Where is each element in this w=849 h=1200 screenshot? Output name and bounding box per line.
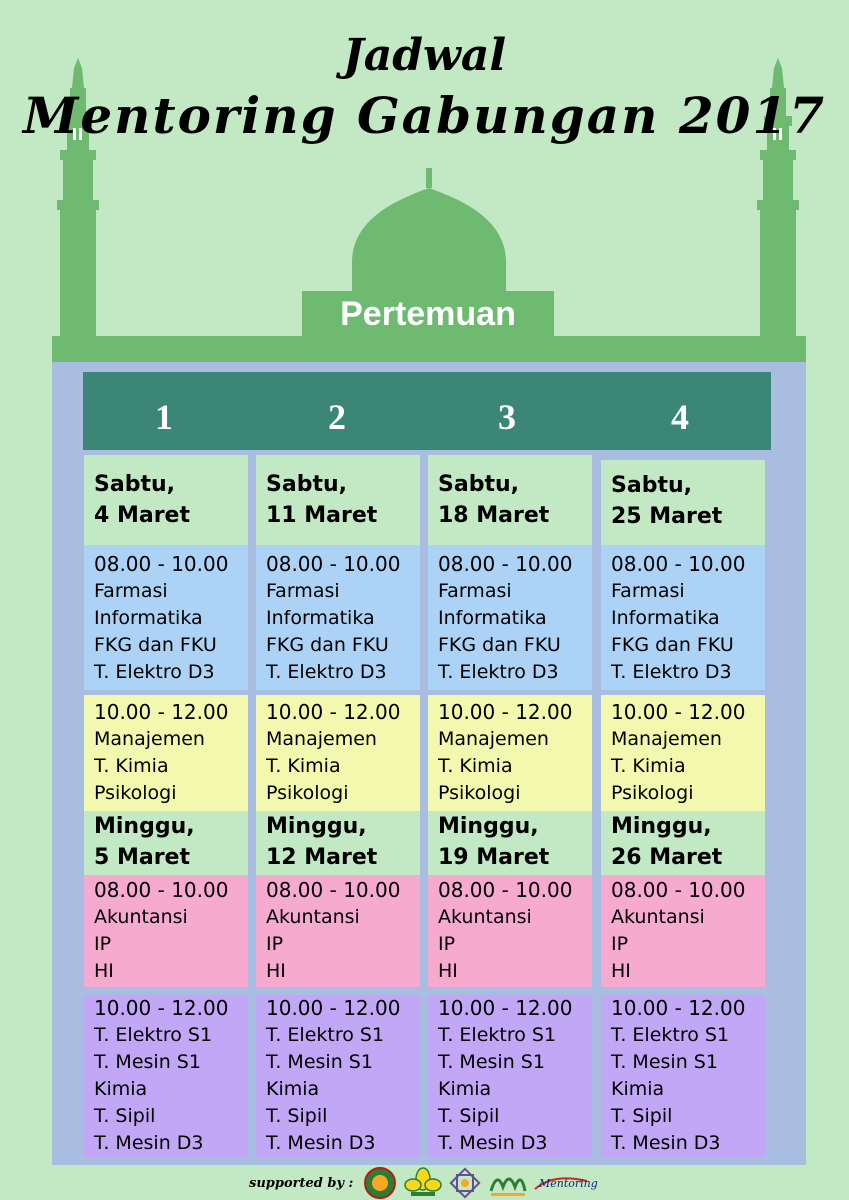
group-name: IP — [94, 933, 112, 955]
sunday-slot-1 — [428, 875, 592, 987]
slot-time: 10.00 - 12.00 — [611, 996, 746, 1020]
date: 18 Maret — [438, 503, 550, 528]
group-name: T. Kimia — [611, 755, 686, 777]
group-name: Psikologi — [266, 782, 349, 804]
slot-time: 08.00 - 10.00 — [611, 552, 746, 576]
group-name: T. Sipil — [94, 1105, 156, 1127]
footer — [249, 1166, 599, 1200]
section-label: Pertemuan — [340, 295, 516, 333]
group-name: Akuntansi — [94, 906, 188, 928]
title-line-2: Mentoring Gabungan 2017 — [22, 86, 827, 145]
date: 12 Maret — [266, 845, 378, 870]
saturday-slot-2 — [256, 695, 420, 811]
slot-time: 08.00 - 10.00 — [611, 878, 746, 902]
group-name: T. Elektro D3 — [94, 661, 215, 683]
slot-time: 10.00 - 12.00 — [266, 996, 401, 1020]
date: 25 Maret — [611, 504, 723, 529]
group-name: T. Kimia — [438, 755, 513, 777]
meeting-number-bar — [83, 372, 771, 450]
meeting-number: 3 — [498, 397, 516, 437]
title-line-1: Jadwal — [342, 30, 507, 81]
lotus-logo — [403, 1167, 443, 1199]
group-name: T. Elektro D3 — [611, 661, 732, 683]
group-name: T. Mesin S1 — [438, 1051, 545, 1073]
group-name: Kimia — [611, 1078, 665, 1100]
group-name: FKG dan FKU — [266, 634, 389, 656]
group-name: T. Sipil — [438, 1105, 500, 1127]
saturday-slot-2 — [428, 695, 592, 811]
saturday-slot-2 — [601, 695, 765, 811]
meeting-number: 4 — [671, 397, 689, 437]
date: 19 Maret — [438, 845, 550, 870]
group-name: Akuntansi — [611, 906, 705, 928]
date: 4 Maret — [94, 503, 190, 528]
supported-by-label: supported by : — [249, 1175, 354, 1191]
meeting-number: 1 — [155, 397, 173, 437]
slot-time: 08.00 - 10.00 — [266, 878, 401, 902]
group-name: HI — [94, 960, 114, 982]
sunday-slot-1 — [256, 875, 420, 987]
meeting-number: 2 — [328, 397, 346, 437]
group-name: T. Elektro D3 — [438, 661, 559, 683]
day-name: Minggu, — [438, 814, 539, 839]
day-name: Minggu, — [266, 814, 367, 839]
slot-time: 10.00 - 12.00 — [94, 996, 229, 1020]
divisi-mentoring-logo — [533, 1167, 599, 1199]
group-name: T. Mesin D3 — [94, 1132, 204, 1154]
slot-time: 08.00 - 10.00 — [438, 878, 573, 902]
slot-time: 10.00 - 12.00 — [94, 700, 229, 724]
group-name: T. Mesin S1 — [266, 1051, 373, 1073]
sunday-slot-2 — [428, 995, 592, 1157]
group-name: Psikologi — [611, 782, 694, 804]
group-name: IP — [266, 933, 284, 955]
saturday-date — [428, 455, 592, 545]
group-name: FKG dan FKU — [438, 634, 561, 656]
group-name: HI — [266, 960, 286, 982]
saturday-slot-1 — [428, 545, 592, 690]
slot-time: 08.00 - 10.00 — [438, 552, 573, 576]
sunday-date — [601, 811, 765, 875]
group-name: Akuntansi — [266, 906, 360, 928]
group-name: Farmasi — [611, 580, 685, 602]
saturday-slot-1 — [601, 545, 765, 690]
slot-time: 10.00 - 12.00 — [438, 996, 573, 1020]
group-name: Informatika — [611, 607, 720, 629]
date: 5 Maret — [94, 845, 190, 870]
slot-time: 08.00 - 10.00 — [94, 552, 229, 576]
sunday-slot-2 — [256, 995, 420, 1157]
group-name: Manajemen — [438, 728, 549, 750]
slot-time: 10.00 - 12.00 — [611, 700, 746, 724]
sunday-slot-2 — [601, 995, 765, 1157]
group-name: T. Kimia — [266, 755, 341, 777]
calligraphy-logo — [487, 1167, 527, 1199]
day-name: Minggu, — [94, 814, 195, 839]
group-name: IP — [611, 933, 629, 955]
group-name: T. Mesin D3 — [611, 1132, 721, 1154]
group-name: T. Elektro D3 — [266, 661, 387, 683]
group-name: T. Mesin S1 — [94, 1051, 201, 1073]
group-name: HI — [438, 960, 458, 982]
day-name: Sabtu, — [94, 472, 175, 497]
university-seal-logo — [363, 1167, 397, 1199]
saturday-date — [601, 460, 765, 545]
group-name: Farmasi — [266, 580, 340, 602]
day-name: Sabtu, — [611, 473, 692, 498]
group-name: T. Mesin S1 — [611, 1051, 718, 1073]
slot-time: 10.00 - 12.00 — [266, 700, 401, 724]
group-name: Psikologi — [438, 782, 521, 804]
date: 26 Maret — [611, 845, 723, 870]
group-name: T. Elektro S1 — [266, 1024, 385, 1046]
group-name: Psikologi — [94, 782, 177, 804]
group-name: Farmasi — [438, 580, 512, 602]
sunday-slot-1 — [84, 875, 248, 987]
group-name: HI — [611, 960, 631, 982]
group-name: Kimia — [94, 1078, 148, 1100]
svg-text:Mentoring: Mentoring — [539, 1177, 599, 1190]
day-name: Sabtu, — [438, 472, 519, 497]
group-name: FKG dan FKU — [94, 634, 217, 656]
sunday-date — [256, 811, 420, 875]
group-name: T. Elektro S1 — [611, 1024, 730, 1046]
slot-time: 08.00 - 10.00 — [266, 552, 401, 576]
group-name: IP — [438, 933, 456, 955]
group-name: Informatika — [94, 607, 203, 629]
slot-time: 10.00 - 12.00 — [438, 700, 573, 724]
saturday-date — [256, 455, 420, 545]
slot-time: 08.00 - 10.00 — [94, 878, 229, 902]
day-name: Minggu, — [611, 814, 712, 839]
sunday-slot-2 — [84, 995, 248, 1157]
group-name: Kimia — [266, 1078, 320, 1100]
group-name: T. Mesin D3 — [438, 1132, 548, 1154]
group-name: Informatika — [266, 607, 375, 629]
group-name: T. Sipil — [266, 1105, 328, 1127]
group-name: T. Kimia — [94, 755, 169, 777]
group-name: Informatika — [438, 607, 547, 629]
day-name: Sabtu, — [266, 472, 347, 497]
ornament-logo — [449, 1167, 481, 1199]
date: 11 Maret — [266, 503, 378, 528]
group-name: Akuntansi — [438, 906, 532, 928]
saturday-slot-1 — [84, 545, 248, 690]
group-name: T. Sipil — [611, 1105, 673, 1127]
sunday-slot-1 — [601, 875, 765, 987]
group-name: Manajemen — [266, 728, 377, 750]
group-name: T. Elektro S1 — [94, 1024, 213, 1046]
saturday-date — [84, 455, 248, 545]
sunday-date — [84, 811, 248, 875]
group-name: Manajemen — [94, 728, 205, 750]
group-name: T. Mesin D3 — [266, 1132, 376, 1154]
group-name: Kimia — [438, 1078, 492, 1100]
group-name: Farmasi — [94, 580, 168, 602]
group-name: Manajemen — [611, 728, 722, 750]
saturday-slot-1 — [256, 545, 420, 690]
group-name: FKG dan FKU — [611, 634, 734, 656]
saturday-slot-2 — [84, 695, 248, 811]
group-name: T. Elektro S1 — [438, 1024, 557, 1046]
sunday-date — [428, 811, 592, 875]
